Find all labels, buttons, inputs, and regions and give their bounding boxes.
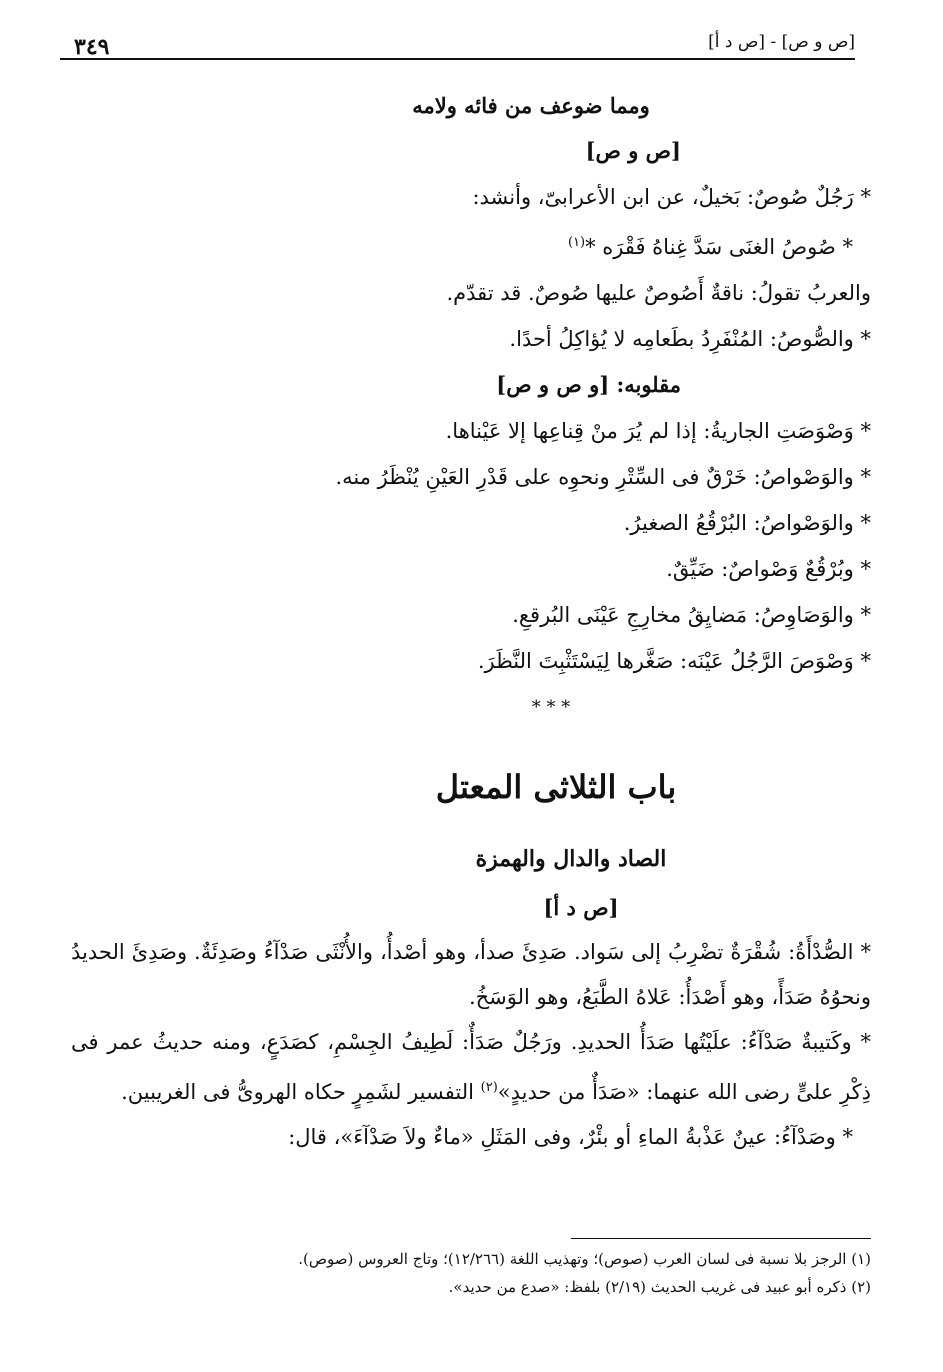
footnotes (71, 1238, 871, 1301)
header-rule (60, 58, 855, 60)
chapter-title: باب الثلاثى المعتل (435, 768, 677, 806)
entry-line: * والصُّوصُ: المُنْفَرِدُ بطَعامِه لا يُؤاكِلُ أحدًا. (509, 327, 871, 351)
letters-section-title: الصاد والدال والهمزة (475, 846, 667, 872)
paragraph-text: التفسير لشَمِرٍ حكاه الهروىُّ فى الغريبين. (121, 1080, 481, 1104)
root-heading: [ص د أ] (543, 895, 619, 920)
entry-line: * والوَصَاوِصُ: مَضايِقُ مخارِجِ عَيْنَى البُرقعِ. (512, 603, 871, 627)
entry-line: * وَصْوَصَتِ الجاريةُ: إذا لم يُرَ منْ قِناعِها إلا عَيْناها. (445, 419, 871, 443)
root-heading: [ص و ص] (585, 138, 681, 163)
page-body (71, 84, 871, 1160)
entry-line: * والوَصْواصُ: البُرْقُعُ الصغيرُ. (623, 511, 871, 535)
section-title: ومما ضوعف من فائه ولامه (412, 93, 650, 118)
footnote-ref: (١) (567, 235, 586, 250)
footnote: (٢) ذكره أبو عبيد فى غريب الحديث (٢/١٩) بلفظ: «صدع من حديد». (448, 1278, 871, 1296)
footnote-rule (571, 1238, 871, 1239)
section-separator: * * * (531, 697, 571, 718)
paragraph: * الصُّدْأَةُ: شُقْرَةٌ تضْرِبُ إلى سَواد. صَدِئَ صدأ، وهو أصْدأُ، والأُنْثَى صَدْآءُ وصَدِئَةٌ. وصَدِئَ الحديدُ ونحوُهُ صَدَأً، وهو أَصْدَأُ: عَلاهُ الطَّبَعُ، وهو الوَسَخُ. (71, 940, 871, 1009)
entry-line: * والوَصْواصُ: خَرْقٌ فى السِّتْرِ ونحوِه على قَدْرِ العَيْنِ يُنْظَرُ منه. (335, 465, 871, 489)
entry-line: * رَجُلٌ صُوصٌ: بَخيلٌ، عن ابن الأعرابىّ، وأنشد: (472, 185, 871, 209)
running-head: [ص و ص] - [ص د أ] (708, 32, 855, 52)
footnote: (١) الرجز بلا نسبة فى لسان العرب (صوص)؛ وتهذيب اللغة (١٢/٢٦٦)؛ وتاج العروس (صوص). (298, 1250, 871, 1268)
inverted-root-heading: مقلوبه: [و ص و ص] (496, 372, 681, 397)
verse-line (71, 220, 871, 270)
page-header (60, 26, 855, 60)
entry-line: والعربُ تقولُ: ناقةٌ أَصُوصٌ عليها صُوصٌ. قد تقدّم. (446, 281, 871, 305)
paragraph (71, 1020, 871, 1115)
page-number: ٣٤٩ (74, 34, 110, 60)
footnote-ref: (٢) (480, 1080, 498, 1095)
paragraph: * وصَدْآءُ: عينٌ عَذْبةُ الماءِ أو بئْرٌ، وفى المَثَلِ «ماءٌ ولاَ صَدْآءَ»، قال: (288, 1125, 853, 1149)
verse-text: * صُوصُ الغنَى سَدَّ غِناهُ فَقْرَه * (585, 235, 853, 259)
entry-line: * وبُرْقُعٌ وَصْواصٌ: ضَيِّقٌ. (666, 557, 871, 581)
entry-line: * وَصْوَصَ الرَّجُلُ عَيْنَه: صَغَّرها لِيَسْتَثْبِتَ النَّظَرَ. (477, 649, 871, 673)
paragraph-text: * وكَتيبةٌ صَدْآءُ: علَيْتُها صَدَأُ الحديدِ. ورَجُلٌ صَدَأٌ: لَطِيفُ الجِسْمِ، كصَدَعٍ، ومنه حديثُ عمر فى ذِكْرِ علىٍّ رضى الله عنهما: «صَدَأٌ من حديدٍ» (71, 1030, 871, 1104)
